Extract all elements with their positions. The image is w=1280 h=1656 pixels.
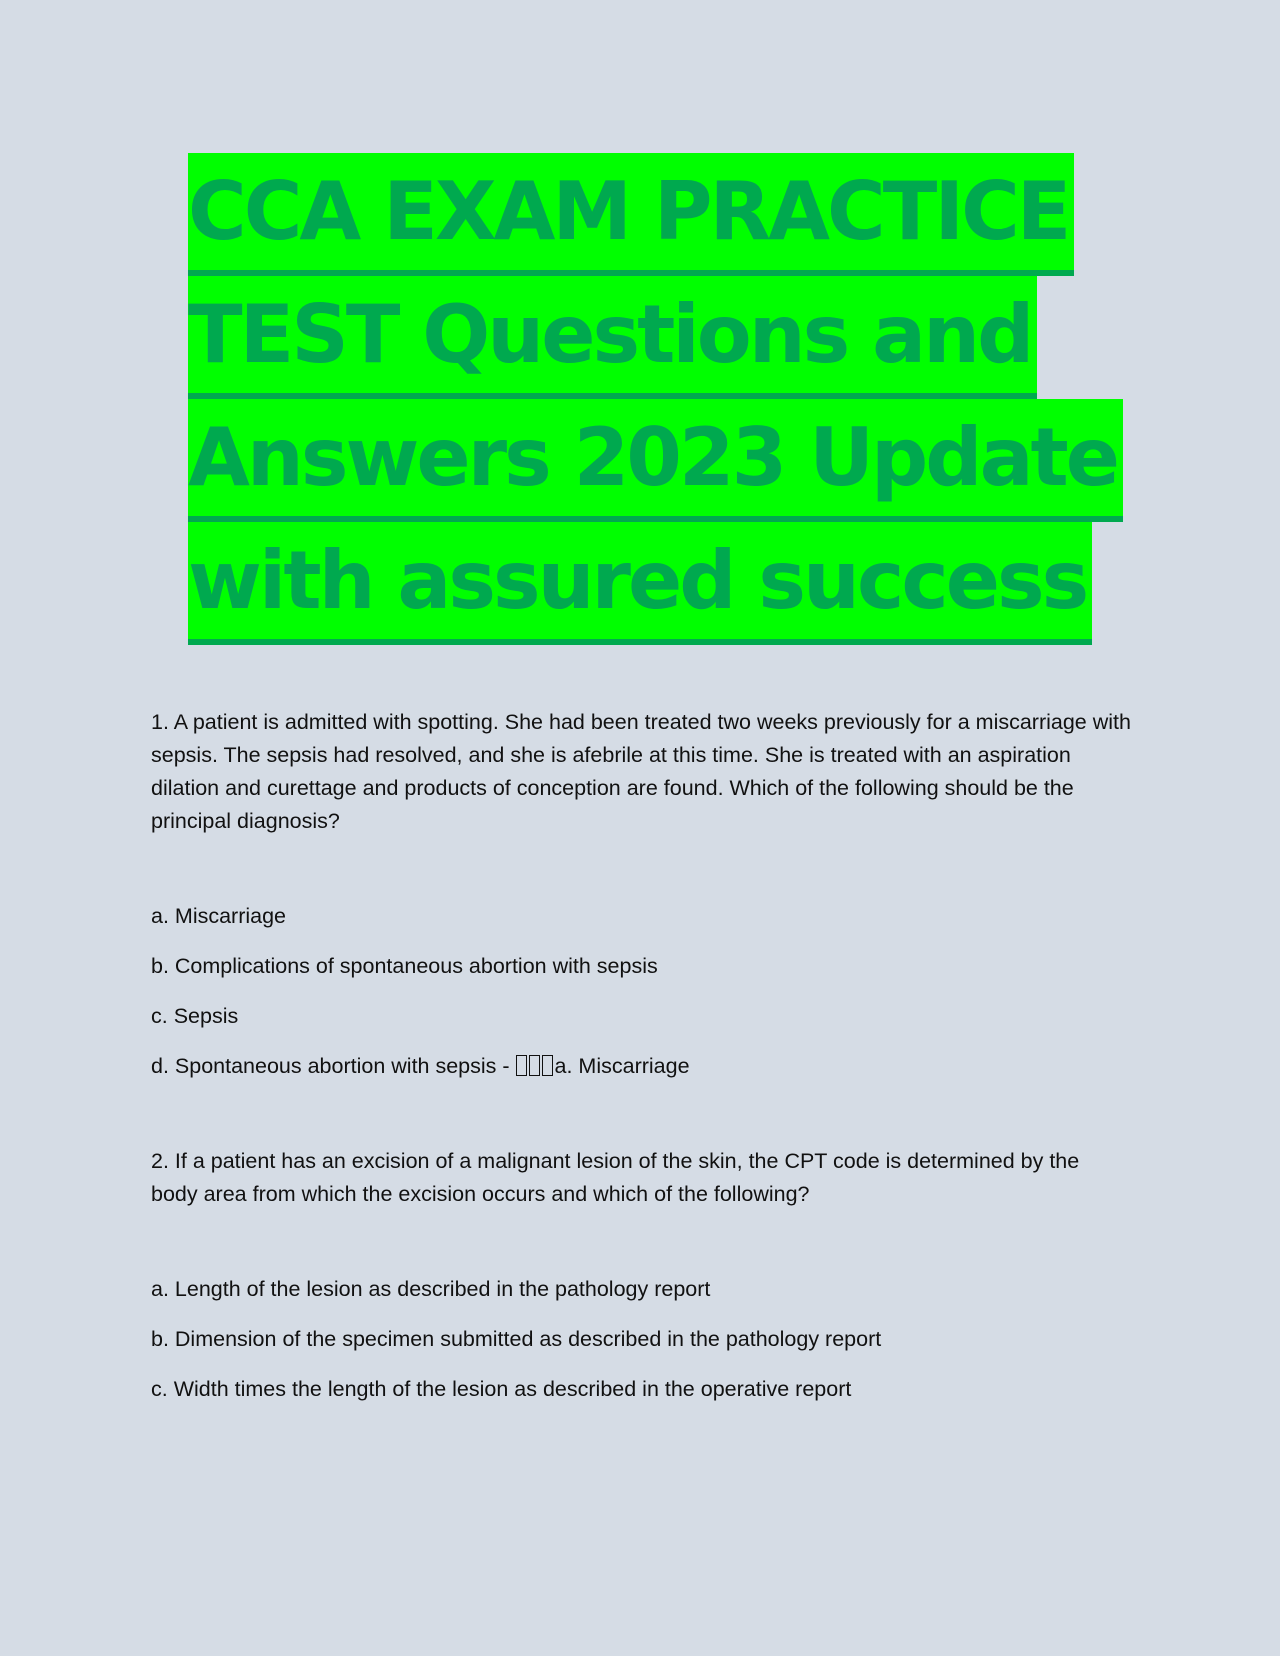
answer-text: a. Miscarriage (554, 1054, 690, 1078)
question-text: 2. If a patient has an excision of a malignant lesion of the skin, the CPT code is determined by the body area from which the excision occurs and which of the following? (151, 1149, 1080, 1206)
document-body (151, 706, 1131, 1423)
title-line-3: Answers 2023 Update (188, 396, 1188, 519)
option-a: a. Miscarriage (151, 904, 287, 928)
missing-glyph-icon (516, 1055, 527, 1076)
option-d (151, 1050, 1131, 1083)
option-a: a. Length of the lesion as described in the pathology report (151, 1277, 711, 1301)
question-text: 1. A patient is admitted with spotting. She had been treated two weeks previously for a miscarriage with sepsis. The sepsis had resolved, and she is afebrile at this time. She is treated with an aspiration dilation and curettage and products of conception are found. Which of the following should be the principal diagnosis? (151, 710, 1131, 833)
option-b: b. Complications of spontaneous abortion with sepsis (151, 954, 658, 978)
option-d-text: d. Spontaneous abortion with sepsis - (151, 1054, 516, 1078)
title-line-4: with assured success (188, 519, 1188, 642)
document-title (188, 150, 1188, 642)
title-line-2: TEST Questions and (188, 273, 1188, 396)
missing-glyph-icon (529, 1055, 540, 1076)
option-c: c. Sepsis (151, 1004, 239, 1028)
option-c: c. Width times the length of the lesion as described in the operative report (151, 1377, 852, 1401)
question-2 (151, 1145, 1131, 1406)
option-b: b. Dimension of the specimen submitted as described in the pathology report (151, 1327, 882, 1351)
question-1 (151, 706, 1131, 1083)
title-line-1: CCA EXAM PRACTICE (188, 150, 1188, 273)
missing-glyph-icon (542, 1055, 553, 1076)
